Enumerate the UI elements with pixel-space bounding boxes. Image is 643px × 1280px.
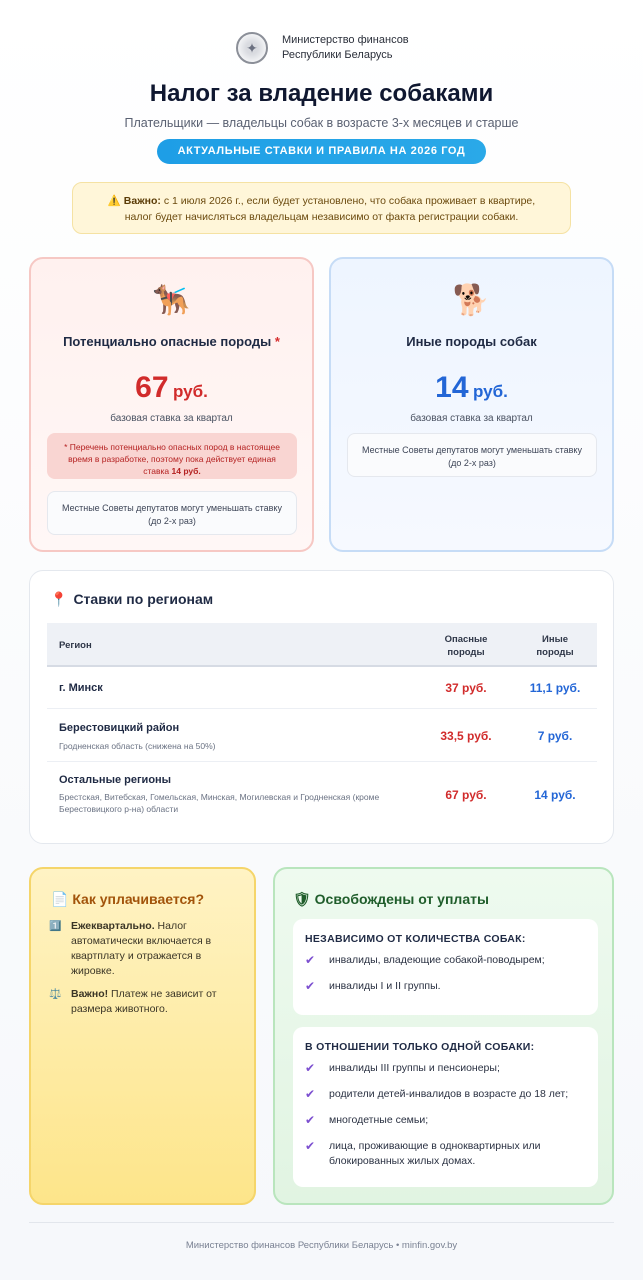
check-icon: ✔ <box>305 1087 316 1101</box>
page-subtitle: Плательщики — владельцы собак в возрасте 3-х месяцев и старше <box>124 116 519 130</box>
year-badge: АКТУАЛЬНЫЕ СТАВКИ И ПРАВИЛА НА 2026 ГОД <box>157 139 486 164</box>
exemption-group-one-dog: В ОТНОШЕНИИ ТОЛЬКО ОДНОЙ СОБАКИ: ✔ инвалиды III группы и пенсионеры; ✔ родители детей-инвалидов в возрасте до 18 лет; ✔ многодетные семьи; ✔ лица, проживающие в одноквартирных или блокированных жилых домах. <box>293 1027 598 1187</box>
check-icon: ✔ <box>305 1139 316 1153</box>
dangerous-reduction-note: Местные Советы депутатов могут уменьшать ставку (до 2-х раз) <box>47 491 297 535</box>
header-region: Регион <box>59 640 92 651</box>
shield-icon: 🛡 <box>293 891 311 907</box>
exemption-group-any-count: НЕЗАВИСИМО ОТ КОЛИЧЕСТВА СОБАК: ✔ инвалиды, владеющие собакой-поводырем; ✔ инвалиды I и II группы. <box>293 919 598 1015</box>
alert-line2: налог будет начисляться владельцам независимо от факта регистрации собаки. <box>124 211 519 223</box>
check-icon: ✔ <box>305 1113 316 1127</box>
check-icon: ✔ <box>305 979 316 993</box>
payment-title: 📄 Как уплачивается? <box>51 891 205 907</box>
alert-line1: с 1 июля 2026 г., если будет установлено, что собака проживает в квартире, <box>163 195 536 207</box>
document-icon: 📄 <box>51 891 69 907</box>
dangerous-breeds-footnote: * Перечень потенциально опасных пород в настоящее время в разработке, поэтому пока действует единая ставка 14 руб. <box>47 433 297 479</box>
check-icon: ✔ <box>305 953 316 967</box>
ministry-header <box>236 32 409 64</box>
dangerous-price: 67 руб. <box>135 371 208 404</box>
payment-card <box>29 867 256 1205</box>
other-reduction-note: Местные Советы депутатов могут уменьшать ставку (до 2-х раз) <box>347 433 597 477</box>
header-dangerous: Опасные породы <box>444 634 488 658</box>
payment-item-important: ⚖️ Важно! Платеж не зависит от размера животного. <box>49 988 217 1015</box>
number-one-icon: 1️⃣ <box>49 921 62 932</box>
important-alert <box>72 182 571 234</box>
ministry-line2: Республики Беларусь <box>282 49 393 61</box>
table-header <box>47 623 597 667</box>
footer-divider <box>29 1222 614 1223</box>
page-title: Налог за владение собаками <box>149 80 494 107</box>
alert-bold: Важно: <box>123 195 161 207</box>
footer: Министерство финансов Республики Беларусь • minfin.gov.by <box>185 1240 458 1251</box>
coat-of-arms-icon: ✦ <box>236 32 268 64</box>
table-row: Остальные регионы Брестская, Витебская, Гомельская, Минская, Могилевская и Гродненская (кроме Берестовицкого р-на) области 67 руб. 14 руб. <box>59 774 576 814</box>
ministry-line1: Министерство финансов <box>282 34 409 46</box>
exemptions-card <box>273 867 614 1205</box>
dog-icon: 🐕 <box>452 284 491 317</box>
ministry-name <box>282 33 409 63</box>
service-dog-icon: 🐕‍🦺 <box>152 284 191 317</box>
other-price-caption: базовая ставка за квартал <box>410 413 533 424</box>
scales-icon: ⚖️ <box>49 989 62 1000</box>
payment-item-quarterly: 1️⃣ Ежеквартально. Налог автоматически включается в квартплату и отражается в жировке. <box>49 920 212 977</box>
dangerous-breeds-title: Потенциально опасные породы * <box>63 334 280 349</box>
header-other: Иные породы <box>536 634 574 658</box>
regions-title: 📍 Ставки по регионам <box>50 591 214 607</box>
table-row: г. Минск 37 руб. 11,1 руб. <box>47 667 597 709</box>
regions-card <box>29 570 614 844</box>
pin-icon: 📍 <box>50 591 68 607</box>
check-icon: ✔ <box>305 1061 316 1075</box>
dangerous-breeds-card <box>29 257 314 552</box>
exemptions-title: 🛡 Освобождены от уплаты <box>293 891 489 907</box>
other-breeds-card <box>329 257 614 552</box>
dangerous-price-caption: базовая ставка за квартал <box>110 413 233 424</box>
other-price: 14 руб. <box>435 371 508 404</box>
warning-icon: ⚠️ <box>107 195 121 207</box>
table-row: Берестовицкий район Гродненская область (снижена на 50%) 33,5 руб. 7 руб. <box>47 709 597 762</box>
other-breeds-title: Иные породы собак <box>406 334 537 349</box>
asterisk: * <box>274 334 280 349</box>
